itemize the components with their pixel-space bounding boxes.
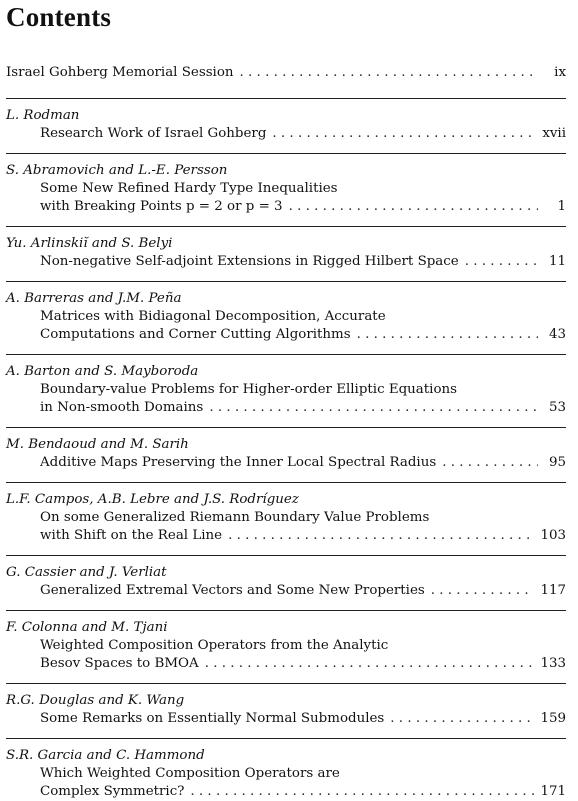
entry-title-line: Some Remarks on Essentially Normal Submodules: [40, 711, 385, 726]
entry-title-line: in Non-smooth Domains: [40, 400, 204, 415]
entry-title-line: Which Weighted Composition Operators are: [40, 766, 340, 781]
dot-leader: [357, 326, 538, 344]
toc-entry-memorial[interactable]: [6, 64, 566, 82]
page-title: Contents: [6, 2, 112, 32]
entry-title-line: Boundary-value Problems for Higher-order Elliptic Equations: [40, 382, 457, 397]
entry-title-line: On some Generalized Riemann Boundary Value Problems: [40, 510, 430, 525]
toc-entry[interactable]: [6, 747, 566, 801]
toc-entry[interactable]: [6, 436, 566, 472]
entry-title-line: Additive Maps Preserving the Inner Local Spectral Radius: [40, 455, 437, 470]
entry-title-line: Some New Refined Hardy Type Inequalities: [40, 181, 338, 196]
entry-title-line: Weighted Composition Operators from the Analytic: [40, 638, 389, 653]
entry-authors: L. Rodman: [6, 108, 80, 123]
entry-separator: [6, 482, 566, 483]
dot-leader: [209, 399, 538, 417]
toc-entry[interactable]: [6, 564, 566, 600]
page-number: 53: [548, 400, 566, 415]
page-number: 1: [557, 199, 566, 214]
page-number: ix: [554, 65, 566, 80]
entry-authors: S. Abramovich and L.-E. Persson: [6, 163, 228, 178]
entry-separator: [6, 281, 566, 282]
entry-authors: A. Barton and S. Mayboroda: [6, 364, 199, 379]
dot-leader: [205, 655, 535, 673]
page-number: 159: [540, 711, 566, 726]
entry-authors: R.G. Douglas and K. Wang: [6, 693, 185, 708]
toc-entry[interactable]: [6, 162, 566, 216]
entry-authors: F. Colonna and M. Tjani: [6, 620, 168, 635]
entry-title-line: Non-negative Self-adjoint Extensions in Rigged Hilbert Space: [40, 254, 459, 269]
toc-entry[interactable]: [6, 363, 566, 417]
entry-title-line: Complex Symmetric?: [40, 784, 185, 799]
page-number: xvii: [542, 126, 566, 141]
page-number: 95: [548, 455, 566, 470]
dot-leader: [272, 125, 536, 143]
page-number: 171: [540, 784, 566, 799]
entry-authors: S.R. Garcia and C. Hammond: [6, 748, 205, 763]
dot-leader: [431, 582, 535, 600]
entry-separator: [6, 354, 566, 355]
entry-authors: Yu. Arlinskiĭ and S. Belyi: [6, 236, 173, 251]
dot-leader: [390, 710, 534, 728]
page-number: 11: [548, 254, 566, 269]
entry-separator: [6, 153, 566, 154]
entry-authors: M. Bendaoud and M. Sarih: [6, 437, 189, 452]
entry-authors: L.F. Campos, A.B. Lebre and J.S. Rodríguez: [6, 492, 299, 507]
page-number: 43: [548, 327, 566, 342]
dot-leader: [442, 454, 538, 472]
entry-title-line: with Breaking Points p = 2 or p = 3: [40, 199, 283, 214]
entry-separator: [6, 555, 566, 556]
entry-title-line: Matrices with Bidiagonal Decomposition, Accurate: [40, 309, 386, 324]
dot-leader: [190, 783, 534, 801]
toc-entry[interactable]: [6, 619, 566, 673]
entry-authors: G. Cassier and J. Verliat: [6, 565, 167, 580]
dot-leader: [465, 253, 538, 271]
entry-separator: [6, 738, 566, 739]
toc-entry[interactable]: [6, 235, 566, 271]
toc-entry[interactable]: [6, 290, 566, 344]
entry-title-line: with Shift on the Real Line: [40, 528, 223, 543]
dot-leader: [289, 198, 538, 216]
page-number: 103: [540, 528, 566, 543]
entry-title-line: Generalized Extremal Vectors and Some New Properties: [40, 583, 425, 598]
dot-leader: [228, 527, 534, 545]
page-number: 117: [540, 583, 566, 598]
entry-title-line: Research Work of Israel Gohberg: [40, 126, 267, 141]
page-number: 133: [540, 656, 566, 671]
entry-separator: [6, 226, 566, 227]
dot-leader: [240, 64, 538, 82]
entry-separator: [6, 98, 566, 99]
entry-authors: A. Barreras and J.M. Peña: [6, 291, 182, 306]
entry-separator: [6, 427, 566, 428]
entry-title-line: Computations and Corner Cutting Algorithms: [40, 327, 351, 342]
toc-entry[interactable]: [6, 107, 566, 143]
entry-separator: [6, 683, 566, 684]
entry-separator: [6, 610, 566, 611]
entry-title: Israel Gohberg Memorial Session: [6, 65, 234, 80]
toc-entry[interactable]: [6, 491, 566, 545]
entry-title-line: Besov Spaces to BMOA: [40, 656, 199, 671]
toc-entry[interactable]: [6, 692, 566, 728]
